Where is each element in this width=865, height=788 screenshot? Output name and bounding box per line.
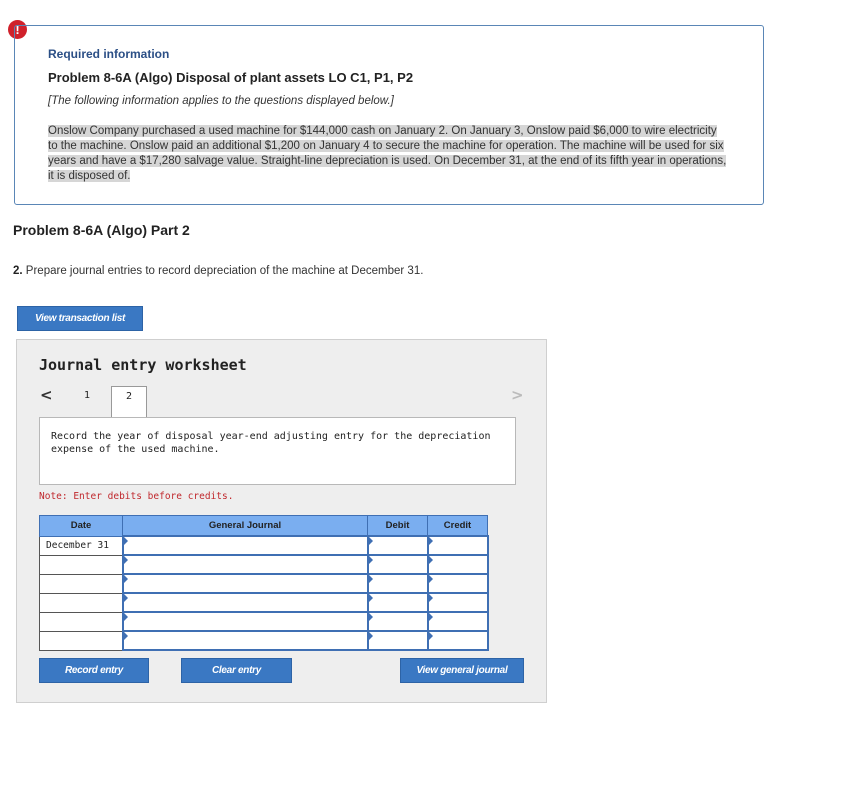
header-debit: Debit [368, 516, 428, 537]
date-cell: December 31 [40, 536, 123, 555]
credit-input[interactable] [428, 536, 488, 555]
account-input[interactable] [123, 555, 368, 574]
credit-input[interactable] [428, 574, 488, 593]
page-tab-1[interactable]: 1 [83, 390, 91, 401]
required-information-heading: Required information [48, 47, 170, 61]
chevron-right-icon[interactable]: > [511, 386, 524, 404]
record-entry-button[interactable]: Record entry [39, 658, 149, 683]
date-cell [40, 555, 123, 574]
journal-row [40, 555, 488, 574]
date-cell [40, 574, 123, 593]
debit-input[interactable] [368, 574, 428, 593]
account-input[interactable] [123, 536, 368, 555]
page-tab-2[interactable]: 2 [111, 386, 147, 418]
question-text: Prepare journal entries to record depreciation of the machine at December 31. [25, 265, 424, 277]
instruction-box: Record the year of disposal year-end adjusting entry for the depreciation expense of the used machine. [39, 417, 516, 485]
account-input[interactable] [123, 631, 368, 650]
debit-input[interactable] [368, 555, 428, 574]
journal-header-row [40, 516, 488, 537]
journal-row [40, 574, 488, 593]
debit-input[interactable] [368, 612, 428, 631]
header-credit: Credit [428, 516, 488, 537]
date-cell [40, 631, 123, 650]
question [13, 265, 423, 277]
journal-row [40, 631, 488, 650]
required-information-panel [14, 25, 764, 205]
scenario-text [48, 124, 728, 184]
date-cell [40, 612, 123, 631]
date-cell [40, 593, 123, 612]
scenario-highlight: Onslow Company purchased a used machine for $144,000 cash on January 2. On January 3, Onslow paid $6,000 to wire electricity to the machine. Onslow paid an additional $1,200 on January 4 to secure the machine for operation. The machine will be used for six years and have a $17,280 salvage value. Straight-line depreciation is used. On December 31, at the end of its fifth year in operations, it is disposed of. [48, 125, 727, 182]
view-general-journal-button[interactable]: View general journal [400, 658, 524, 683]
view-transaction-list-button[interactable]: View transaction list [17, 306, 143, 331]
problem-title: Problem 8-6A (Algo) Disposal of plant assets LO C1, P1, P2 [48, 70, 414, 85]
credit-input[interactable] [428, 555, 488, 574]
header-date: Date [40, 516, 123, 537]
journal-table [39, 515, 489, 651]
part-title: Problem 8-6A (Algo) Part 2 [13, 222, 190, 238]
debit-input[interactable] [368, 593, 428, 612]
journal-row [40, 612, 488, 631]
account-input[interactable] [123, 612, 368, 631]
following-info-note: [The following information applies to the questions displayed below.] [48, 95, 394, 107]
alert-icon: ! [8, 20, 27, 39]
debit-input[interactable] [368, 536, 428, 555]
journal-row [40, 536, 488, 555]
debit-credit-note: Note: Enter debits before credits. [39, 491, 234, 502]
journal-entry-worksheet [16, 339, 547, 703]
account-input[interactable] [123, 593, 368, 612]
header-general-journal: General Journal [123, 516, 368, 537]
journal-row [40, 593, 488, 612]
clear-entry-button[interactable]: Clear entry [181, 658, 292, 683]
account-input[interactable] [123, 574, 368, 593]
credit-input[interactable] [428, 612, 488, 631]
chevron-left-icon[interactable]: < [40, 386, 53, 404]
question-number: 2. [13, 265, 23, 277]
debit-input[interactable] [368, 631, 428, 650]
credit-input[interactable] [428, 593, 488, 612]
worksheet-title: Journal entry worksheet [39, 356, 247, 374]
credit-input[interactable] [428, 631, 488, 650]
